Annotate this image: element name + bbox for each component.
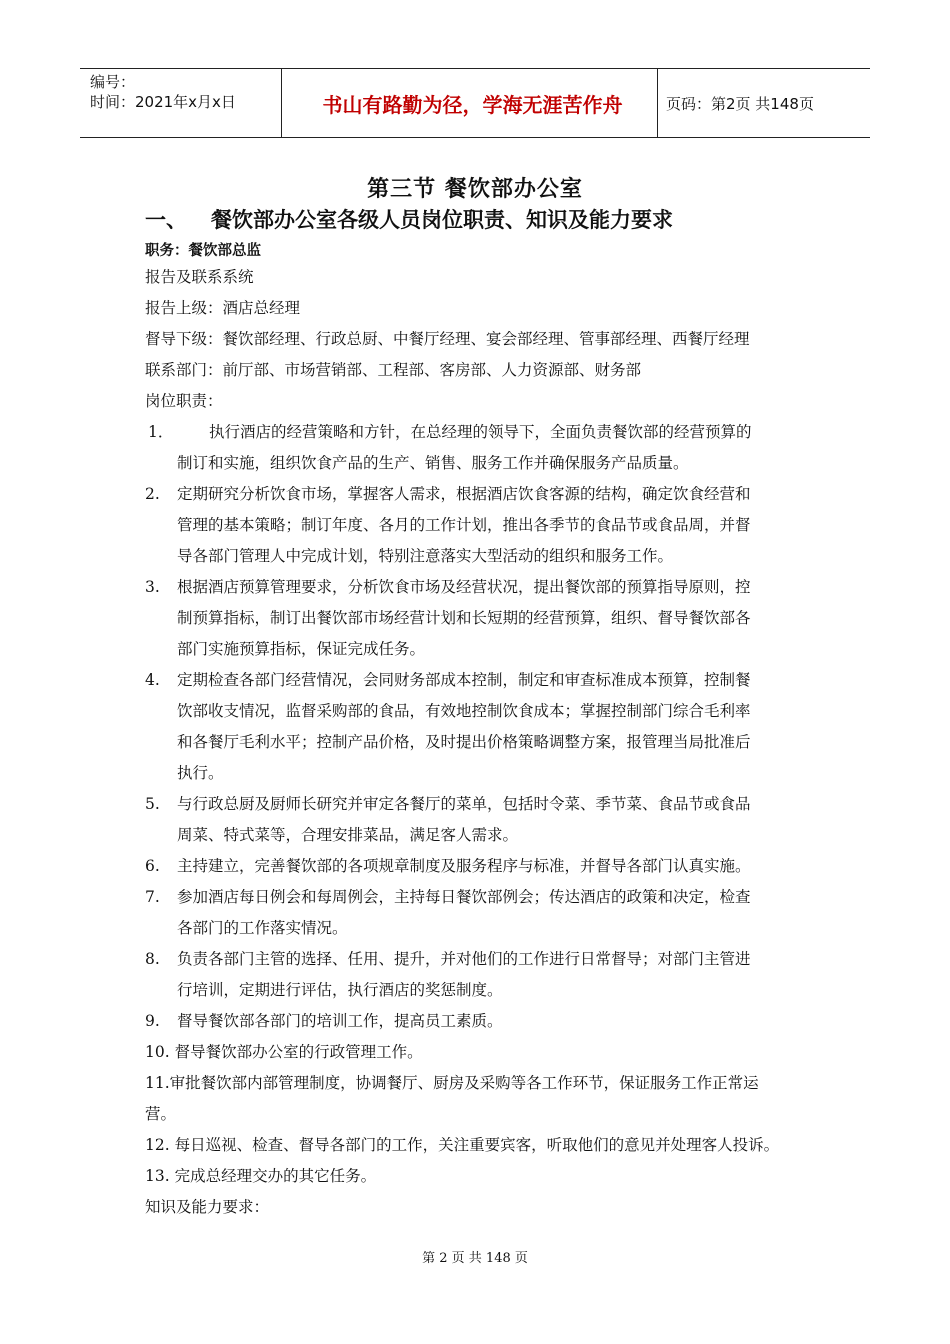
number-label: 编号： [90,73,136,91]
duty-13: 13. 完成总经理交办的其它任务。 [145,1167,377,1185]
role-line: 职务：餐饮部总监 [145,243,261,259]
header-left-cell [80,69,282,137]
duty-line: 主持建立，完善餐饮部的各项规章制度及服务程序与标准，并督导各部门认真实施。 [177,857,751,875]
body-text [145,262,825,1223]
page-info: 页码：第2页 共148页 [666,94,814,113]
duty-number: 1． [148,423,174,441]
duty-line: 定期研究分析饮食市场，掌握客人需求，根据酒店饮食客源的结构，确定饮食经营和 [177,485,751,503]
header-table [80,68,870,138]
duty-line: 行培训，定期进行评估，执行酒店的奖惩制度。 [177,981,503,999]
motto: 书山有路勤为径，学海无涯苦作舟 [282,69,658,137]
duty-11-line-2: 营。 [145,1105,177,1123]
duty-11-line-1: 11.审批餐饮部内部管理制度，协调餐厅、厨房及采购等各工作环节，保证服务工作正常运 [145,1074,759,1092]
knowledge-label: 知识及能力要求： [145,1198,270,1216]
duty-line: 饮部收支情况，监督采购部的食品，有效地控制饮食成本；掌握控制部门综合毛利率 [177,702,751,720]
duty-text [177,1006,825,1037]
duty-item [145,479,825,572]
duty-line: 根据酒店预算管理要求，分析饮食市场及经营状况，提出餐饮部的预算指导原则，控 [177,578,751,596]
duty-line: 周菜、特式菜等，合理安排菜品，满足客人需求。 [177,826,519,844]
duty-item [145,851,825,882]
duty-line: 参加酒店每日例会和每周例会，主持每日餐饮部例会；传达酒店的政策和决定，检查 [177,888,751,906]
duty-12: 12. 每日巡视、检查、督导各部门的工作，关注重要宾客，听取他们的意见并处理客人投诉。 [145,1136,780,1154]
subtitle-text: 餐饮部办公室各级人员岗位职责、知识及能力要求 [211,208,673,232]
duty-number: 2. [145,485,160,503]
duty-item [145,572,825,665]
duty-line: 部门实施预算指标，保证完成任务。 [177,640,426,658]
duty-text [177,479,825,572]
duty-number: 9. [145,1012,160,1030]
duty-line: 定期检查各部门经营情况，会同财务部成本控制，制定和审查标准成本预算，控制餐 [177,671,751,689]
duty-text [177,572,825,665]
report-system: 报告及联系系统 [145,268,254,286]
duty-number: 5. [145,795,160,813]
duty-line: 导各部门管理人中完成计划，特别注意落实大型活动的组织和服务工作。 [177,547,674,565]
duties-label: 岗位职责： [145,392,223,410]
duty-number: 7. [145,888,160,906]
section-title: 第三节 餐饮部办公室 [367,177,583,202]
duty-text [177,851,825,882]
duty-text [177,882,825,944]
duty-number: 8. [145,950,160,968]
subtitle-number: 一、 [145,208,187,232]
duty-item [145,1006,825,1037]
duty-number: 4. [145,671,160,689]
duty-line: 制订和实施，组织饮食产品的生产、销售、服务工作并确保服务产品质量。 [177,454,689,472]
duty-item [145,789,825,851]
contacts: 联系部门：前厅部、市场营销部、工程部、客房部、人力资源部、财务部 [145,361,642,379]
duty-text [177,789,825,851]
duty-text [177,944,825,1006]
duties-list [145,417,825,1037]
page-footer: 第 2 页 共 148 页 [422,1251,528,1266]
duty-line: 和各餐厅毛利水平；控制产品价格，及时提出价格策略调整方案，报管理当局批准后 [177,733,751,751]
duty-line: 督导餐饮部各部门的培训工作，提高员工素质。 [177,1012,503,1030]
duty-text [177,665,825,789]
duty-item [145,417,825,479]
subordinates: 督导下级：餐饮部经理、行政总厨、中餐厅经理、宴会部经理、管事部经理、西餐厅经理 [145,330,750,348]
duty-line: 执行。 [177,764,224,782]
duty-item [145,944,825,1006]
subtitle [145,204,673,234]
time-label: 时间：2021年x月x日 [90,93,236,111]
duty-line: 执行酒店的经营策略和方针，在总经理的领导下，全面负责餐饮部的经营预算的 [209,423,752,441]
superior: 报告上级：酒店总经理 [145,299,301,317]
duty-line: 制预算指标，制订出餐饮部市场经营计划和长短期的经营预算，组织、督导餐饮部各 [177,609,751,627]
duty-number: 3. [145,578,160,596]
duty-line: 负责各部门主管的选择、任用、提升，并对他们的工作进行日常督导；对部门主管进 [177,950,751,968]
duty-text [177,417,825,479]
duty-item [145,665,825,789]
duty-10: 10. 督导餐饮部办公室的行政管理工作。 [145,1043,423,1061]
duty-number: 6. [145,857,160,875]
duty-line: 各部门的工作落实情况。 [177,919,348,937]
duty-line: 管理的基本策略；制订年度、各月的工作计划，推出各季节的食品节或食品周，并督 [177,516,751,534]
duty-line: 与行政总厨及厨师长研究并审定各餐厅的菜单，包括时令菜、季节菜、食品节或食品 [177,795,751,813]
duty-item [145,882,825,944]
